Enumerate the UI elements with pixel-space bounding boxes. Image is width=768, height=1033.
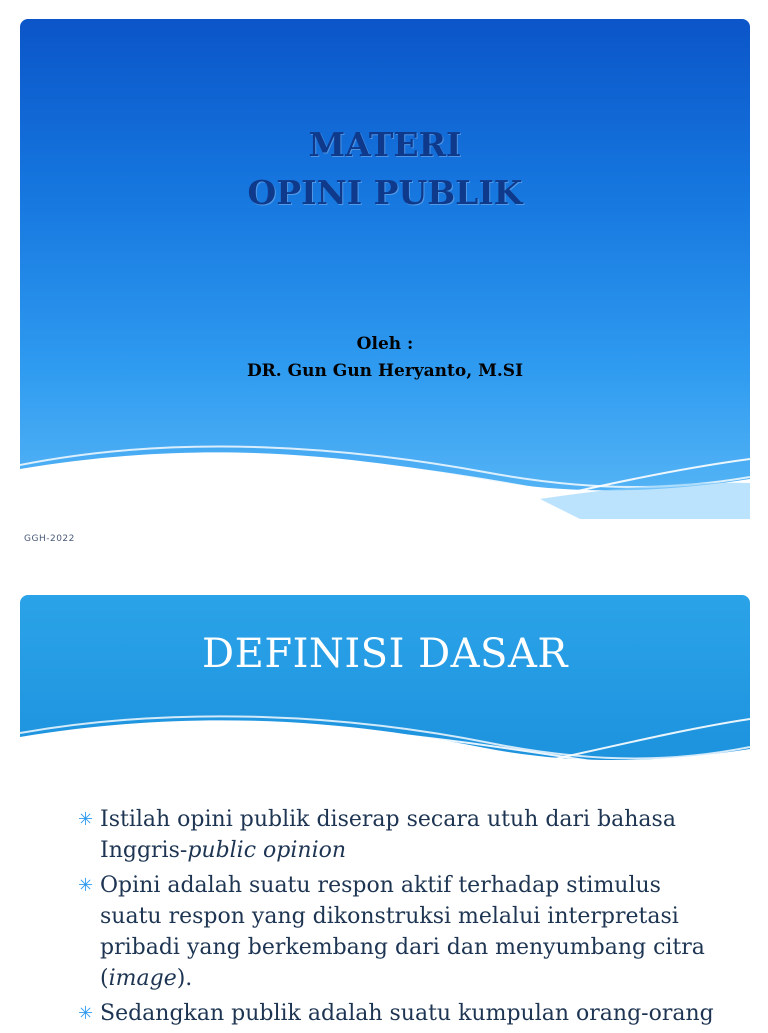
asterisk-bullet-icon: ✳ (78, 1003, 94, 1024)
slide-definisi (20, 595, 750, 795)
author-label: Oleh : (356, 334, 414, 354)
asterisk-bullet-icon: ✳ (78, 809, 94, 830)
list-item: ✳ Istilah opini publik diserap secara utuh dari bahasa Inggris-public opinion (78, 804, 728, 866)
wave-decoration-2 (20, 695, 750, 795)
asterisk-bullet-icon: ✳ (78, 875, 94, 896)
list-item: ✳ Opini adalah suatu respon aktif terhadap stimulus suatu respon yang dikonstruksi melalui interpretasi pribadi yang berkembang dari dan menyumbang citra (image). (78, 870, 728, 994)
title-line-1: MATERI (308, 125, 462, 164)
title-line-2: OPINI PUBLIK (247, 173, 523, 212)
slide-title (20, 19, 750, 519)
slide-2-title: DEFINISI DASAR (202, 631, 568, 677)
wave-decoration (20, 399, 750, 519)
slide-title-text (20, 121, 750, 217)
list-item: ✳ Sedangkan publik adalah suatu kumpulan orang-orang (78, 998, 728, 1029)
footer-code: GGH-2022 (24, 534, 75, 544)
bullet-list (78, 804, 728, 1033)
author-name: DR. Gun Gun Heryanto, M.SI (246, 361, 524, 381)
author-block (20, 331, 750, 385)
